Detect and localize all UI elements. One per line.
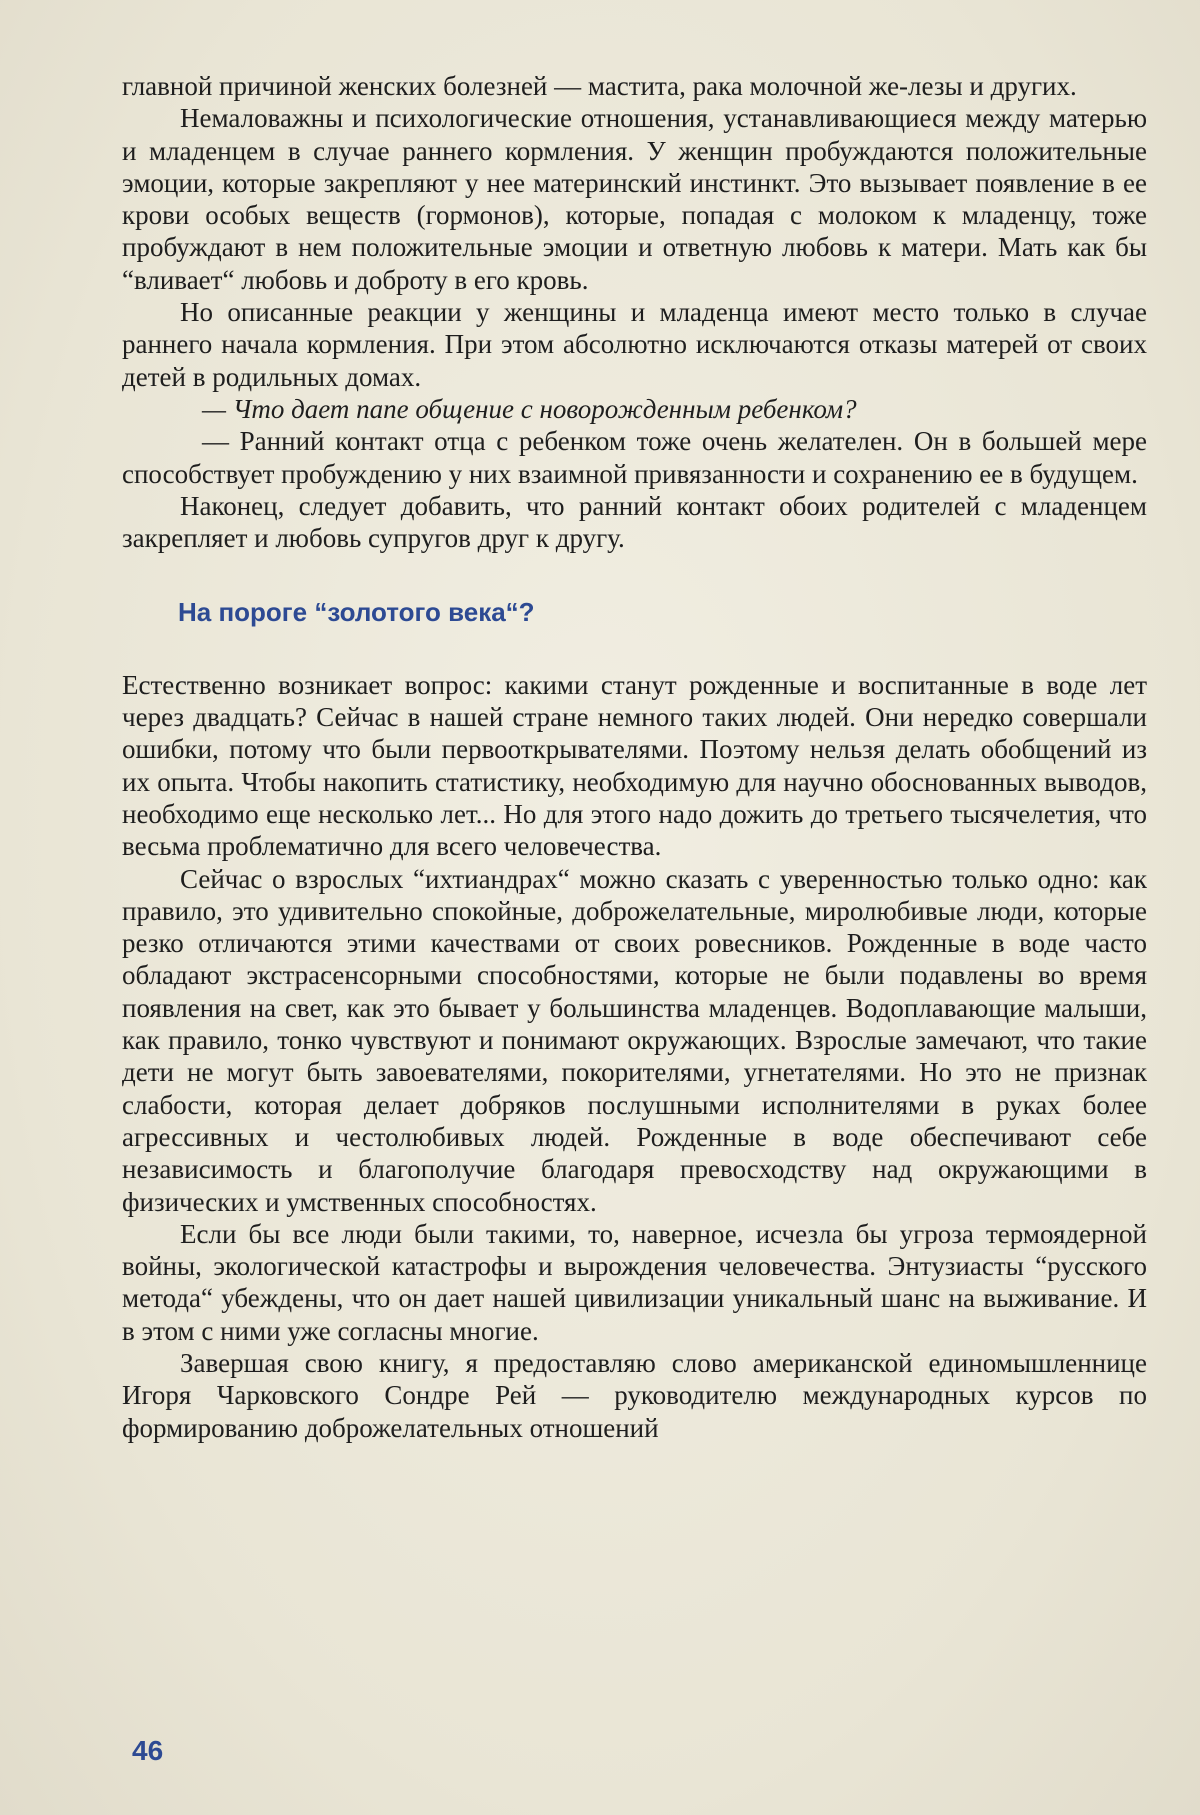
paragraph: Наконец, следует добавить, что ранний контакт обоих родителей с младенцем закрепляет и любовь супругов друг к другу.: [122, 490, 1147, 554]
paragraph: Сейчас о взрослых “ихтиандрах“ можно сказать с уверенностью только одно: как правило, это удивительно спокойные, доброжелательные, миролюбивые люди, которые резко отличаются этими качествами от своих ровесников. Рожденные в воде часто обладают экстрасенсорными способностями, которые не были подавлены во время появления на свет, как это бывает у большинства младенцев. Водоплавающие малыши, как правило, тонко чувствуют и понимают окружающих. Взрослые замечают, что такие дети не могут быть завоевателями, покорителями, угнетателями. Но это не признак слабости, которая делает добряков послушными исполнителями в руках более агрессивных и честолюбивых людей. Рожденные в воде обеспечивают себе независимость и благополучие благодаря превосходству над окружающими в физических и умственных способностях.: [122, 863, 1147, 1217]
interview-answer: — Ранний контакт отца с ребенком тоже очень желателен. Он в большей мере способствует пробуждению у них взаимной привязанности и сохранению ее в будущем.: [122, 426, 1147, 489]
paragraph: главной причиной женских болезней — мастита, рака молочной же-лезы и других.: [122, 71, 1077, 101]
page-body-text: [122, 70, 1147, 1444]
paragraph: Если бы все люди были такими, то, наверное, исчезла бы угроза термоядерной войны, экологической катастрофы и вырождения человечества. Энтузиасты “русского метода“ убеждены, что он дает нашей цивилизации уникальный шанс на выживание. И в этом с ними уже согласны многие.: [122, 1218, 1147, 1346]
paragraph: Завершая свою книгу, я предоставляю слово американской единомышленнице Игоря Чарковского Сондре Рей — руководителю международных курсов по формированию доброжелательных отношений: [122, 1347, 1147, 1443]
paragraph: Естественно возникает вопрос: какими станут рожденные и воспитанные в воде лет через двадцать? Сейчас в нашей стране немного таких людей. Они нередко совершали ошибки, потому что были первооткрывателями. Поэтому нельзя делать обобщений из их опыта. Чтобы накопить статистику, необходимую для научно обоснованных выводов, необходимо еще несколько лет... Но для этого надо дожить до третьего тысячелетия, что весьма проблематично для всего человечества.: [122, 669, 1147, 862]
paragraph: Но описанные реакции у женщины и младенца имеют место только в случае раннего начала кормления. При этом абсолютно исключаются отказы матерей от своих детей в родильных домах.: [122, 297, 1147, 392]
interview-question: — Что дает папе общение с новорожденным ребенком?: [202, 393, 857, 424]
paragraph: Немаловажны и психологические отношения, устанавливающиеся между матерью и младенцем в случае раннего кормления. У женщин пробуждаются положительные эмоции, которые закрепляют у нее материнский инстинкт. Это вызывает появление в ее крови особых веществ (гормонов), которые, попадая с молоком к младенцу, тоже пробуждают в нем положительные эмоции и ответную любовь к матери. Мать как бы “вливает“ любовь и доброту в его кровь.: [122, 103, 1147, 295]
section-heading: На пороге “золотого века“?: [178, 597, 535, 628]
page-number: 46: [132, 1735, 164, 1766]
